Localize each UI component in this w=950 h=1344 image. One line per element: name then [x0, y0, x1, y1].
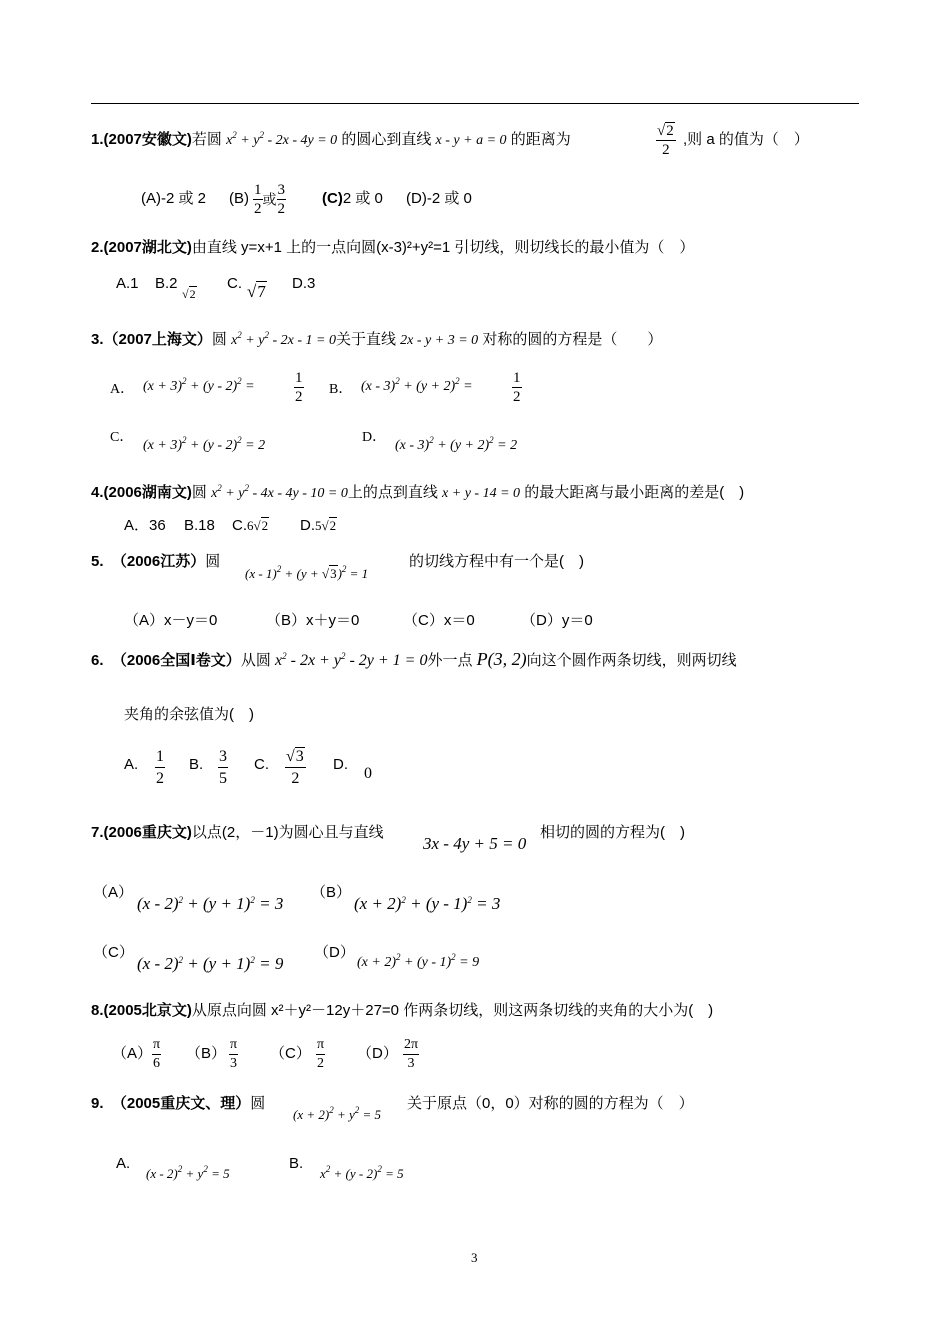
q8-option-d: （D）	[357, 1045, 398, 1062]
q4-option-a: A．36	[124, 517, 166, 534]
q3-option-c: $(x + 3)^2 + (y - 2)^2 = 2$	[143, 435, 266, 453]
q6-option-b-frac: $\frac{3}{5}$	[219, 748, 227, 787]
q5-option-a: （A）x－y＝0	[124, 612, 218, 629]
q3-option-d: $(x - 3)^2 + (y + 2)^2 = 2$	[395, 435, 518, 453]
q1-text-c: 的距离为	[510, 131, 571, 148]
q2-text: 由直线 y=x+1 上的一点向圆(x-3)²+y²=1 引切线，则切线长的最小值为（ ）	[191, 239, 695, 256]
q1-option-b-value: $\frac{1}{2}$ 或 $\frac{3}{2}$	[254, 182, 285, 217]
q5-option-d: （D）y＝0	[521, 612, 593, 629]
q5-option-b: （B）x＋y＝0	[266, 612, 360, 629]
q1-option-a: (A)-2 或 2	[141, 190, 207, 207]
q3-option-b-frac: $\frac{1}{2}$	[513, 370, 521, 405]
q3-option-a-label: A．	[110, 382, 135, 397]
question-6: 6. （2006全国Ⅰ卷文）从圆 $x^2 - 2x + y^2 - 2y + 1 = 0$外一点 P(3, 2)向这个圆作两条切线，则两切线	[91, 649, 737, 669]
question-8: 8.(2005北京文)从原点向圆 x²＋y²－12y＋27=0 作两条切线，则这两条切线的夹角的大小为( )	[91, 1002, 714, 1019]
q1-equation-line: x - y + a = 0	[435, 133, 507, 148]
q5-text-b: 的切线方程中有一个是( )	[409, 553, 584, 570]
q1-number: 1.	[91, 131, 104, 148]
page-number: 3	[471, 1250, 478, 1265]
q8-option-a: （A）	[112, 1045, 153, 1062]
q7-option-a: $(x - 2)^2 + (y + 1)^2 = 3$	[137, 894, 284, 913]
q1-source: (2007安徽文)	[103, 131, 192, 148]
q2-option-b-sqrt: √2	[182, 287, 196, 301]
q3-option-b-label: B．	[329, 382, 353, 397]
q7-option-d-label: （D）	[314, 944, 355, 961]
q4-option-b: B.18	[184, 517, 215, 534]
q3-option-d-label: D．	[362, 430, 387, 445]
q3-option-b: $(x - 3)^2 + (y + 2)^2$ =	[361, 376, 473, 394]
question-1	[91, 131, 571, 150]
q2-option-b: B.2	[155, 275, 178, 292]
q2-option-a: A.1	[116, 275, 139, 292]
q7-option-a-label: （A）	[93, 884, 134, 901]
q8-option-c: （C）	[270, 1045, 311, 1062]
q6-option-c-frac: $\frac{√3}{2}$	[286, 748, 304, 787]
q9-text-b: 关于原点（0，0）对称的圆的方程为（ ）	[407, 1095, 694, 1112]
q6-option-d: D.	[333, 756, 348, 773]
header-rule	[91, 103, 859, 104]
q2-option-c: C.	[227, 275, 242, 292]
q8-option-b: （B）	[186, 1045, 227, 1062]
q8-option-d-frac: $\frac{2\pi}{3}$	[404, 1037, 419, 1071]
q1-option-c: (C)2 或 0	[322, 190, 383, 207]
q7-option-b-label: （B）	[311, 884, 352, 901]
q2-source: (2007湖北文)	[103, 239, 192, 256]
q6-option-b: B.	[189, 756, 204, 773]
q2-option-c-sqrt: √7	[247, 282, 266, 301]
q4-option-c: C.6√2	[232, 517, 269, 534]
q5-option-c: （C）x＝0	[403, 612, 475, 629]
q8-option-c-frac: $\frac{\pi}{2}$	[317, 1037, 325, 1071]
q1-text-a: 若圆	[191, 131, 222, 148]
question-7: 7.(2006重庆文)以点(2，－1)为圆心且与直线	[91, 824, 384, 841]
q8-option-b-frac: $\frac{\pi}{3}$	[230, 1037, 238, 1071]
q9-option-b: $x^2 + (y - 2)^2 = 5$	[320, 1164, 404, 1181]
q9-option-a: $(x - 2)^2 + y^2 = 5$	[146, 1164, 230, 1181]
question-3: 3.（2007上海文）圆 $x^2 + y^2 - 2x - 1 = 0$关于直线 2x - y + 3 = 0 对称的圆的方程是（ ）	[91, 330, 663, 348]
q7-text-b: 相切的圆的方程为( )	[540, 824, 685, 841]
q6-option-d-value: 0	[364, 765, 372, 782]
q8-option-a-frac: $\frac{\pi}{6}$	[153, 1037, 161, 1071]
q1-text-d: ,则 a 的值为（ ）	[683, 131, 809, 148]
q7-option-b: $(x + 2)^2 + (y - 1)^2 = 3$	[354, 894, 501, 913]
q3-option-c-label: C．	[110, 430, 134, 445]
question-5: 5. （2006江苏）圆	[91, 553, 221, 570]
q5-equation: $(x - 1)^2 + (y + √3)^2 = 1$	[245, 564, 369, 581]
q3-option-a: $(x + 3)^2 + (y - 2)^2$ =	[143, 376, 255, 394]
q9-equation: $(x + 2)^2 + y^2 = 5$	[293, 1105, 382, 1122]
q9-option-a-label: A.	[116, 1155, 131, 1172]
q3-option-a-frac: $\frac{1}{2}$	[295, 370, 303, 405]
q2-option-d: D.3	[292, 275, 316, 292]
q7-option-d: $(x + 2)^2 + (y - 1)^2 = 9$	[357, 952, 480, 970]
question-9: 9. （2005重庆文、理）圆	[91, 1095, 266, 1112]
q1-text-b: 的圆心到直线	[341, 131, 432, 148]
q2-number: 2.	[91, 239, 104, 256]
q6-option-c: C.	[254, 756, 269, 773]
q6-text-b: 夹角的余弦值为( )	[124, 706, 254, 723]
q6-option-a-frac: $\frac{1}{2}$	[156, 748, 164, 787]
q1-option-b-label: (B)	[229, 190, 249, 207]
q7-option-c: $(x - 2)^2 + (y + 1)^2 = 9$	[137, 954, 284, 973]
q1-distance-fraction: $\frac{√2}{2}$	[657, 123, 674, 158]
q7-option-c-label: （C）	[93, 944, 134, 961]
q7-equation: 3x - 4y + 5 = 0	[423, 834, 527, 853]
q1-option-d: (D)-2 或 0	[406, 190, 472, 207]
question-2	[91, 239, 694, 257]
q1-equation-circle: $x^2 + y^2 - 2x - 4y = 0$	[226, 130, 338, 148]
q4-option-d: D.5√2	[300, 517, 337, 534]
q6-option-a: A.	[124, 756, 139, 773]
q9-option-b-label: B.	[289, 1155, 304, 1172]
question-4: 4.(2006湖南文)圆 $x^2 + y^2 - 4x - 4y - 10 = 0$上的点到直线 x + y - 14 = 0 的最大距离与最小距离的差是( )	[91, 483, 745, 501]
